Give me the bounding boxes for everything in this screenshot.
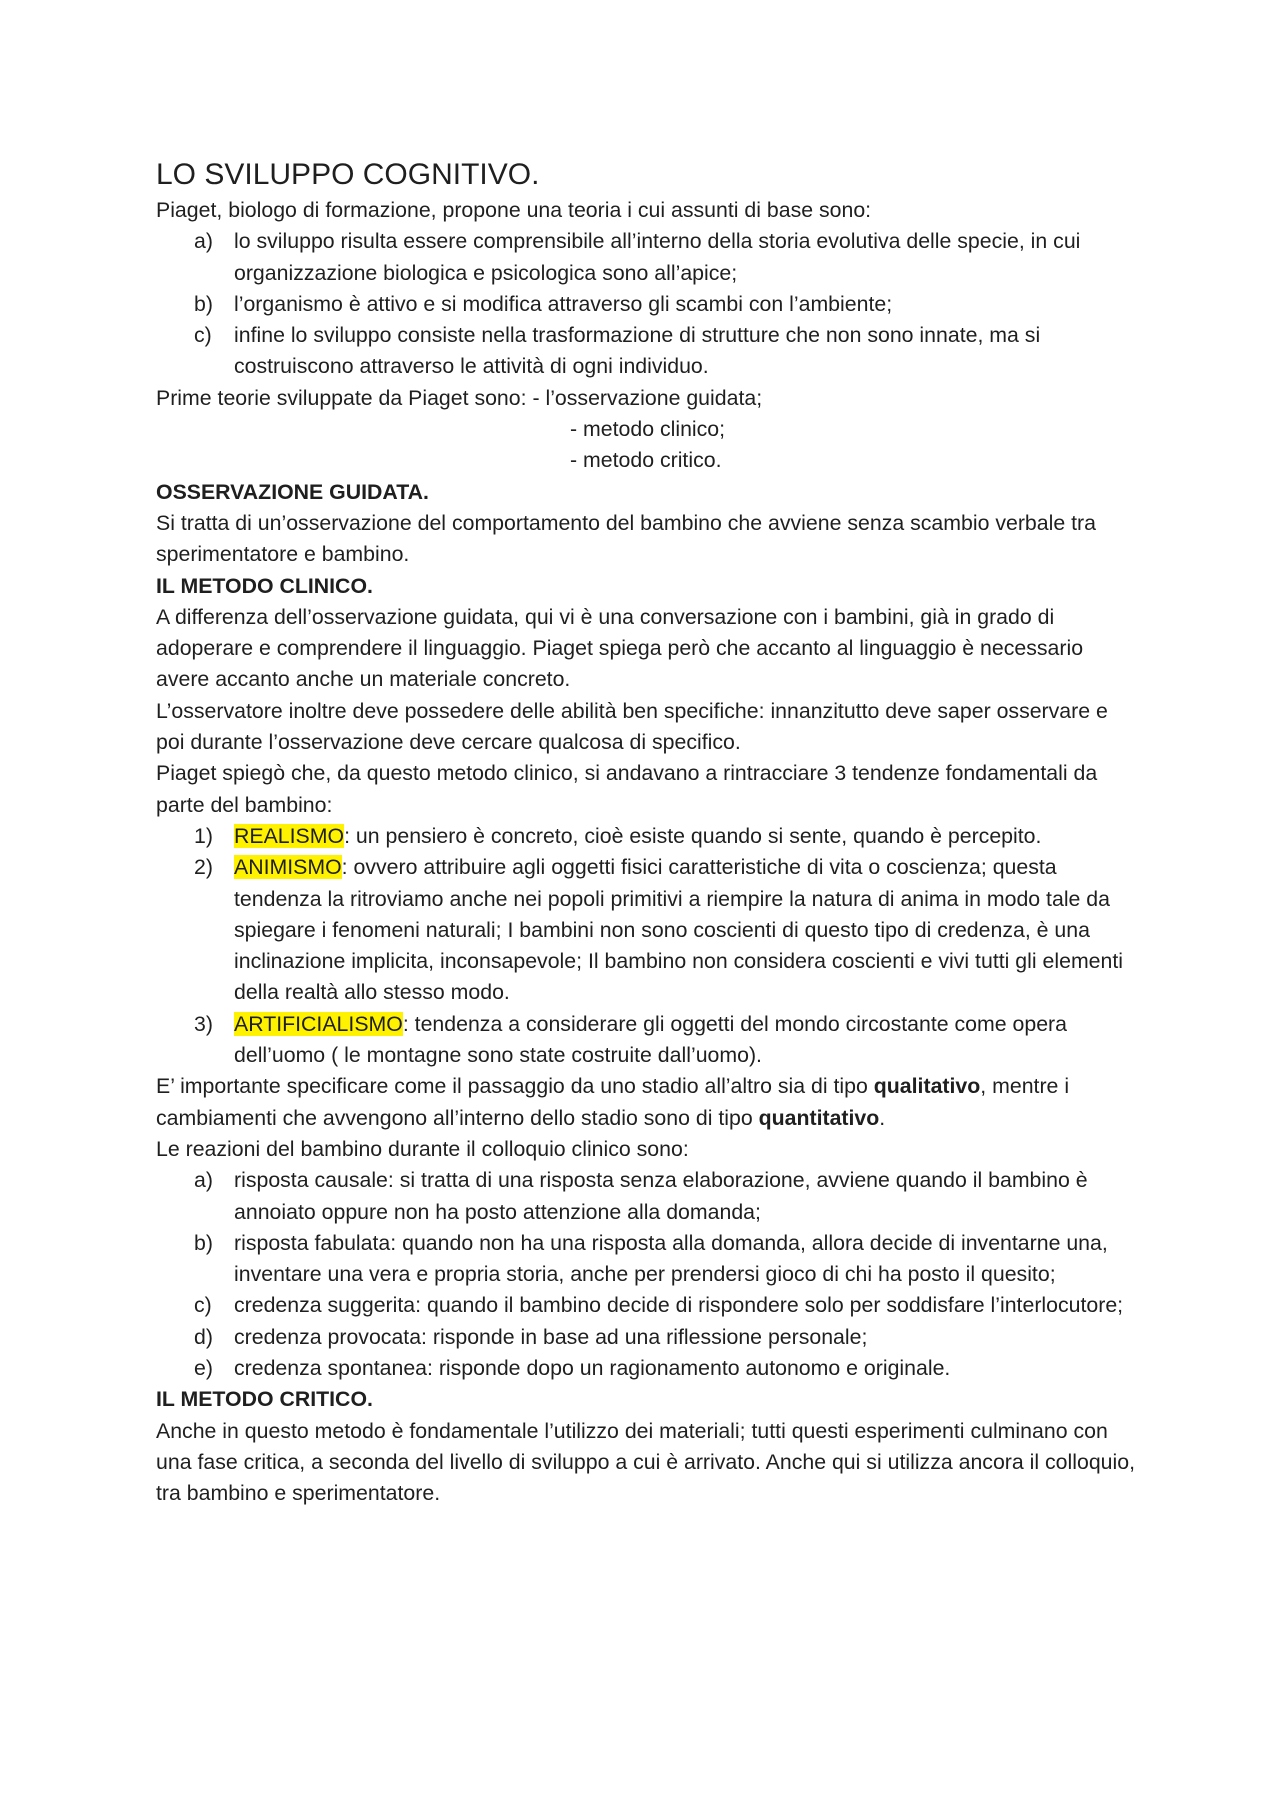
section-heading-osservazione: OSSERVAZIONE GUIDATA. (156, 479, 429, 504)
list-item-text: : ovvero attribuire agli oggetti fisici caratteristiche di vita o coscienza; questa tendenza la ritroviamo anche nei popoli primitivi a riempire la natura di anima in modo tale da spiegare i fenomeni naturali; I bambini non sono coscienti di questo tipo di credenza, è una inclinazione implicita, inconsapevole; Il bambino non considera coscienti e vivi tutti gli elementi della realtà allo stesso modo. (234, 855, 1124, 1005)
list-item (156, 1009, 1136, 1072)
prime-teorie-item: - metodo clinico; (570, 417, 726, 442)
highlighted-term: ANIMISMO (234, 855, 342, 880)
list-item (156, 1228, 1136, 1291)
list-item-text: risposta causale: si tratta di una risposta senza elaborazione, avviene quando il bambino è annoiato oppure non ha posto attenzione alla domanda; (234, 1168, 1088, 1224)
metodo-clinico-paragraph-1: A differenza dell’osservazione guidata, qui vi è una conversazione con i bambini, già in grado di adoperare e comprendere il linguaggio. Piaget spiega però che accanto al linguaggio è necessario avere accanto anche un materiale concreto. (156, 604, 1084, 692)
reazioni-list (156, 1165, 1136, 1384)
list-item-text: risposta fabulata: quando non ha una risposta alla domanda, allora decide di inventarne una, inventare una vera e propria storia, anche per prendersi gioco di chi ha posto il quesito; (234, 1230, 1108, 1287)
list-marker: b) (194, 291, 213, 316)
bold-term: qualitativo (873, 1074, 981, 1099)
list-marker: e) (194, 1355, 213, 1380)
list-item (156, 852, 1136, 1008)
highlighted-term: ARTIFICIALISMO (234, 1011, 403, 1036)
list-item-text: credenza spontanea: risponde dopo un ragionamento autonomo e originale. (234, 1355, 951, 1380)
metodo-critico-paragraph: Anche in questo metodo è fondamentale l’utilizzo dei materiali; tutti questi esperimenti culminano con una fase critica, a seconda del livello di sviluppo a cui è arrivato. Anche qui si utilizza ancora il colloquio, tra bambino e sperimentatore. (156, 1418, 1136, 1506)
list-item-text: : tendenza a considerare gli oggetti del mondo circostante come opera dell’uomo ( le montagne sono state costruite dall’uomo). (234, 1011, 1067, 1068)
list-item-text: credenza suggerita: quando il bambino decide di rispondere solo per soddisfare l’interlocutore; (234, 1293, 1124, 1318)
list-item-text: : un pensiero è concreto, cioè esiste quando si sente, quando è percepito. (344, 823, 1042, 848)
section-heading-metodo-clinico: IL METODO CLINICO. (156, 573, 373, 598)
intro-paragraph: Piaget, biologo di formazione, propone una teoria i cui assunti di base sono: (156, 198, 872, 222)
metodo-clinico-paragraph-2: L’osservatore inoltre deve possedere delle abilità ben specifiche: innanzitutto deve saper osservare e poi durante l’osservazione deve cercare qualcosa di specifico. (156, 698, 1108, 755)
list-item (156, 821, 1136, 852)
list-item (156, 1165, 1136, 1228)
list-marker: c) (194, 1293, 212, 1318)
tendenze-list (156, 821, 1136, 1071)
list-item-text: lo sviluppo risulta essere comprensibile all’interno della storia evolutiva delle specie, in cui organizzazione biologica e psicologica sono all’apice; (234, 229, 1081, 285)
prime-teorie-item: - metodo critico. (570, 448, 722, 473)
list-marker: 1) (194, 823, 213, 848)
stadi-text: . (879, 1105, 886, 1130)
list-item-text: infine lo sviluppo consiste nella trasformazione di strutture che non sono innate, ma si costruiscono attraverso le attività di ogni individuo. (234, 323, 1041, 379)
list-marker: d) (194, 1324, 213, 1349)
list-marker: 3) (194, 1011, 213, 1036)
page-title: LO SVILUPPO COGNITIVO. (156, 158, 540, 191)
section-heading-metodo-critico: IL METODO CRITICO. (156, 1387, 373, 1412)
metodo-clinico-paragraph-3: Piaget spiegò che, da questo metodo clinico, si andavano a rintracciare 3 tendenze fondamentali da parte del bambino: (156, 761, 1098, 817)
list-item-text: credenza provocata: risponde in base ad una riflessione personale; (234, 1324, 868, 1349)
list-item (156, 320, 1136, 383)
list-item (156, 1290, 1136, 1321)
list-marker: b) (194, 1230, 213, 1255)
reazioni-intro: Le reazioni del bambino durante il colloquio clinico sono: (156, 1136, 689, 1161)
list-item-text: l’organismo è attivo e si modifica attraverso gli scambi con l’ambiente; (234, 291, 893, 316)
list-marker: 2) (194, 855, 213, 880)
highlighted-term: REALISMO (234, 823, 345, 848)
list-item (156, 226, 1136, 289)
stadi-text: E’ importante specificare come il passaggio da uno stadio all’altro sia di tipo (156, 1074, 874, 1099)
stadi-text: , mentre i cambiamenti che avvengono all’interno dello stadio sono di tipo (156, 1074, 1070, 1130)
list-marker: a) (194, 229, 213, 254)
list-marker: c) (194, 323, 212, 348)
osservazione-paragraph: Si tratta di un’osservazione del comportamento del bambino che avviene senza scambio verbale tra sperimentatore e bambino. (156, 510, 1096, 567)
stadi-paragraph (156, 1071, 1136, 1134)
list-item (156, 1353, 1136, 1384)
bold-term: quantitativo (758, 1105, 880, 1130)
list-marker: a) (194, 1168, 213, 1193)
list-item (156, 289, 1136, 320)
prime-teorie-lead: Prime teorie sviluppate da Piaget sono: - l’osservazione guidata; (156, 385, 763, 410)
assunti-list (156, 226, 1136, 382)
document-page (156, 155, 1136, 1509)
list-item (156, 1322, 1136, 1353)
